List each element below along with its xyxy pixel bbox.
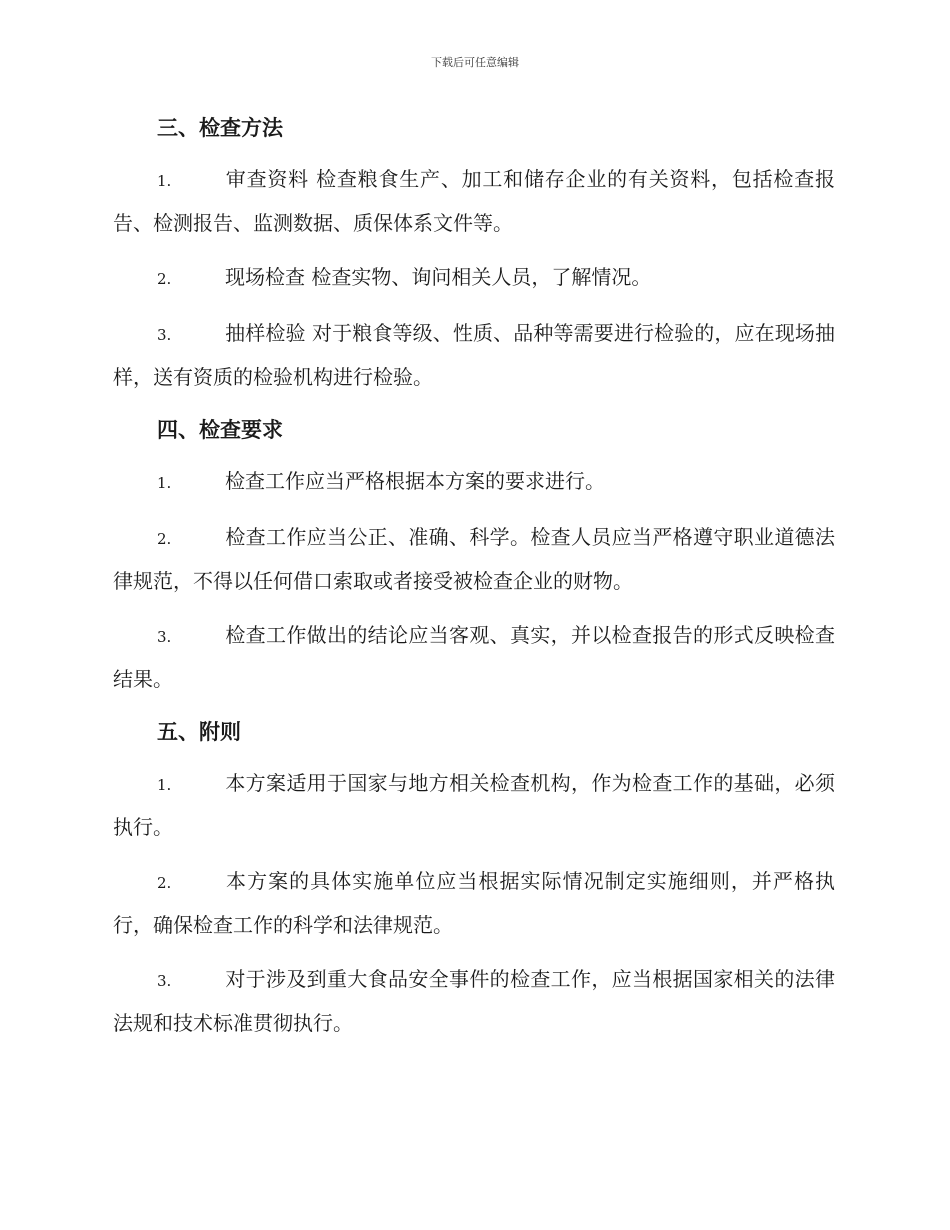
item-number: 2. <box>157 530 172 548</box>
item-number: 1. <box>157 776 172 794</box>
item-number: 3. <box>157 628 172 646</box>
item-text: 现场检查 检查实物、询问相关人员，了解情况。 <box>225 265 652 289</box>
list-item <box>113 762 835 848</box>
item-text: 审查资料 检查粮食生产、加工和储存企业的有关资料，包括检查报告、检测报告、监测数据、质保体系文件等。 <box>113 167 835 235</box>
list-item <box>113 312 835 398</box>
page-header: 下载后可任意编辑 <box>431 56 519 69</box>
document-body <box>113 108 835 1056</box>
item-number: 2. <box>157 874 172 892</box>
item-text: 对于涉及到重大食品安全事件的检查工作，应当根据国家相关的法律法规和技术标准贯彻执行。 <box>113 967 835 1035</box>
section-heading: 四、检查要求 <box>157 418 283 442</box>
list-item <box>113 460 835 504</box>
item-text: 检查工作应当公正、准确、科学。检查人员应当严格遵守职业道德法律规范，不得以任何借口索取或者接受被检查企业的财物。 <box>113 525 835 593</box>
list-item <box>113 614 835 700</box>
list-item <box>113 516 835 602</box>
section-heading: 三、检查方法 <box>157 116 283 140</box>
list-item <box>113 256 835 300</box>
item-number: 2. <box>157 270 172 288</box>
item-number: 1. <box>157 172 172 190</box>
item-text: 抽样检验 对于粮食等级、性质、品种等需要进行检验的，应在现场抽样，送有资质的检验机构进行检验。 <box>113 321 835 389</box>
section-heading: 五、附则 <box>157 720 241 744</box>
item-text: 本方案适用于国家与地方相关检查机构，作为检查工作的基础，必须执行。 <box>113 771 835 839</box>
item-text: 检查工作应当严格根据本方案的要求进行。 <box>225 469 605 493</box>
item-text: 检查工作做出的结论应当客观、真实，并以检查报告的形式反映检查结果。 <box>113 623 835 691</box>
list-item <box>113 958 835 1044</box>
item-text: 本方案的具体实施单位应当根据实际情况制定实施细则，并严格执行，确保检查工作的科学和法律规范。 <box>113 869 835 937</box>
list-item <box>113 860 835 946</box>
item-number: 1. <box>157 474 172 492</box>
item-number: 3. <box>157 326 172 344</box>
list-item <box>113 158 835 244</box>
item-number: 3. <box>157 972 172 990</box>
